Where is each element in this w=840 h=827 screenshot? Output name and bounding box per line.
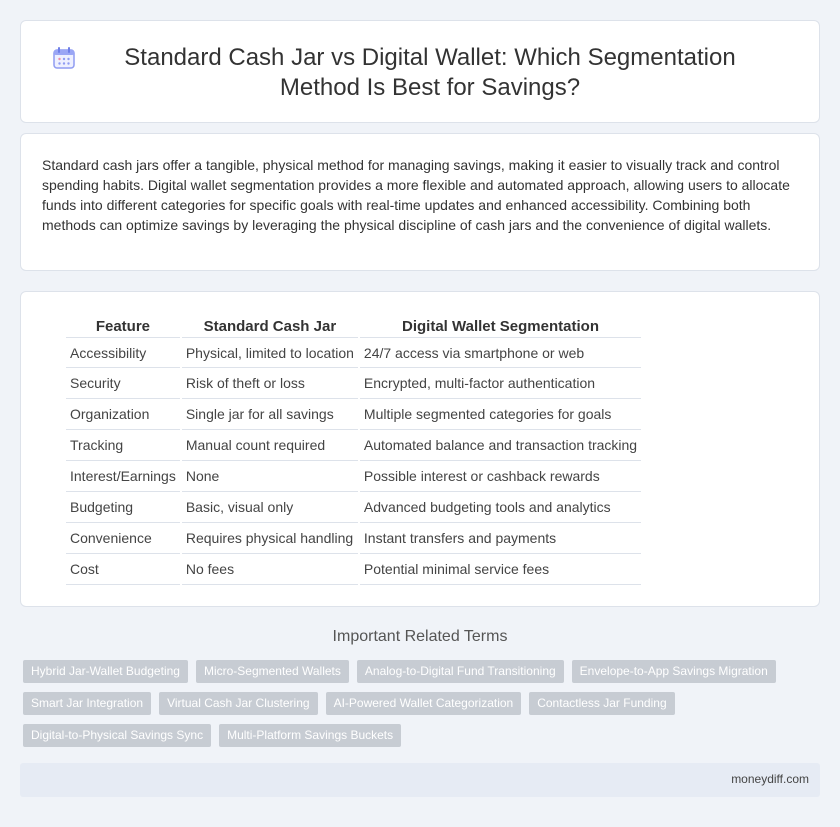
table-cell: Requires physical handling: [182, 523, 358, 554]
table-cell: Automated balance and transaction tracking: [360, 430, 641, 461]
table-cell: Organization: [66, 399, 180, 430]
table-cell: No fees: [182, 554, 358, 585]
table-cell: Advanced budgeting tools and analytics: [360, 492, 641, 523]
table-cell: Possible interest or cashback rewards: [360, 461, 641, 492]
table-row: [66, 461, 641, 492]
column-header: Feature: [95, 318, 151, 335]
table-cell: 24/7 access via smartphone or web: [360, 337, 641, 368]
column-header: Standard Cash Jar: [203, 318, 337, 335]
footer-site-name: moneydiff.com: [731, 772, 809, 786]
table-row: [66, 492, 641, 523]
table-cell: Potential minimal service fees: [360, 554, 641, 585]
table-row: [66, 399, 641, 430]
table-cell: Multiple segmented categories for goals: [360, 399, 641, 430]
column-header: Digital Wallet Segmentation: [402, 318, 599, 335]
related-term-tag[interactable]: Digital-to-Physical Savings Sync: [23, 724, 211, 747]
comparison-table: [64, 317, 643, 585]
table-cell: Single jar for all savings: [182, 399, 358, 430]
table-cell: Physical, limited to location: [182, 337, 358, 368]
table-row: [66, 368, 641, 399]
related-term-tag[interactable]: Envelope-to-App Savings Migration: [572, 660, 776, 683]
intro-card: [20, 133, 820, 271]
table-row: [66, 337, 641, 368]
footer: [20, 763, 820, 797]
page-title: Standard Cash Jar vs Digital Wallet: Which Segmentation Method Is Best for Savings?: [124, 44, 736, 101]
related-term-tag[interactable]: Virtual Cash Jar Clustering: [159, 692, 318, 715]
table-cell: Instant transfers and payments: [360, 523, 641, 554]
table-cell: Convenience: [66, 523, 180, 554]
table-header-row: [66, 317, 641, 337]
table-row: [66, 523, 641, 554]
table-cell: Accessibility: [66, 337, 180, 368]
related-term-tag[interactable]: Micro-Segmented Wallets: [196, 660, 349, 683]
title-card: [20, 20, 820, 123]
table-cell: Encrypted, multi-factor authentication: [360, 368, 641, 399]
table-cell: Risk of theft or loss: [182, 368, 358, 399]
table-cell: Budgeting: [66, 492, 180, 523]
table-cell: Cost: [66, 554, 180, 585]
table-cell: Manual count required: [182, 430, 358, 461]
related-term-tag[interactable]: Smart Jar Integration: [23, 692, 151, 715]
related-terms-heading: Important Related Terms: [332, 628, 508, 645]
table-row: [66, 554, 641, 585]
table-cell: Basic, visual only: [182, 492, 358, 523]
table-cell: Tracking: [66, 430, 180, 461]
related-term-tag[interactable]: Contactless Jar Funding: [529, 692, 674, 715]
intro-paragraph: Standard cash jars offer a tangible, physical method for managing savings, making it easier to visually track and control spending habits. Digital wallet segmentation provides a more flexible and automated approach, allowing users to allocate funds into different categories for specific goals with real-time updates and enhanced accessibility. Combining both methods can optimize savings by leveraging the physical discipline of cash jars and the convenience of digital wallets.: [42, 157, 790, 233]
related-term-tag[interactable]: Hybrid Jar-Wallet Budgeting: [23, 660, 188, 683]
table-cell: None: [182, 461, 358, 492]
table-row: [66, 430, 641, 461]
related-term-tag[interactable]: Multi-Platform Savings Buckets: [219, 724, 401, 747]
related-terms-list: [23, 660, 803, 747]
comparison-table-card: [20, 291, 820, 607]
related-term-tag[interactable]: AI-Powered Wallet Categorization: [326, 692, 522, 715]
table-cell: Interest/Earnings: [66, 461, 180, 492]
related-term-tag[interactable]: Analog-to-Digital Fund Transitioning: [357, 660, 564, 683]
table-cell: Security: [66, 368, 180, 399]
